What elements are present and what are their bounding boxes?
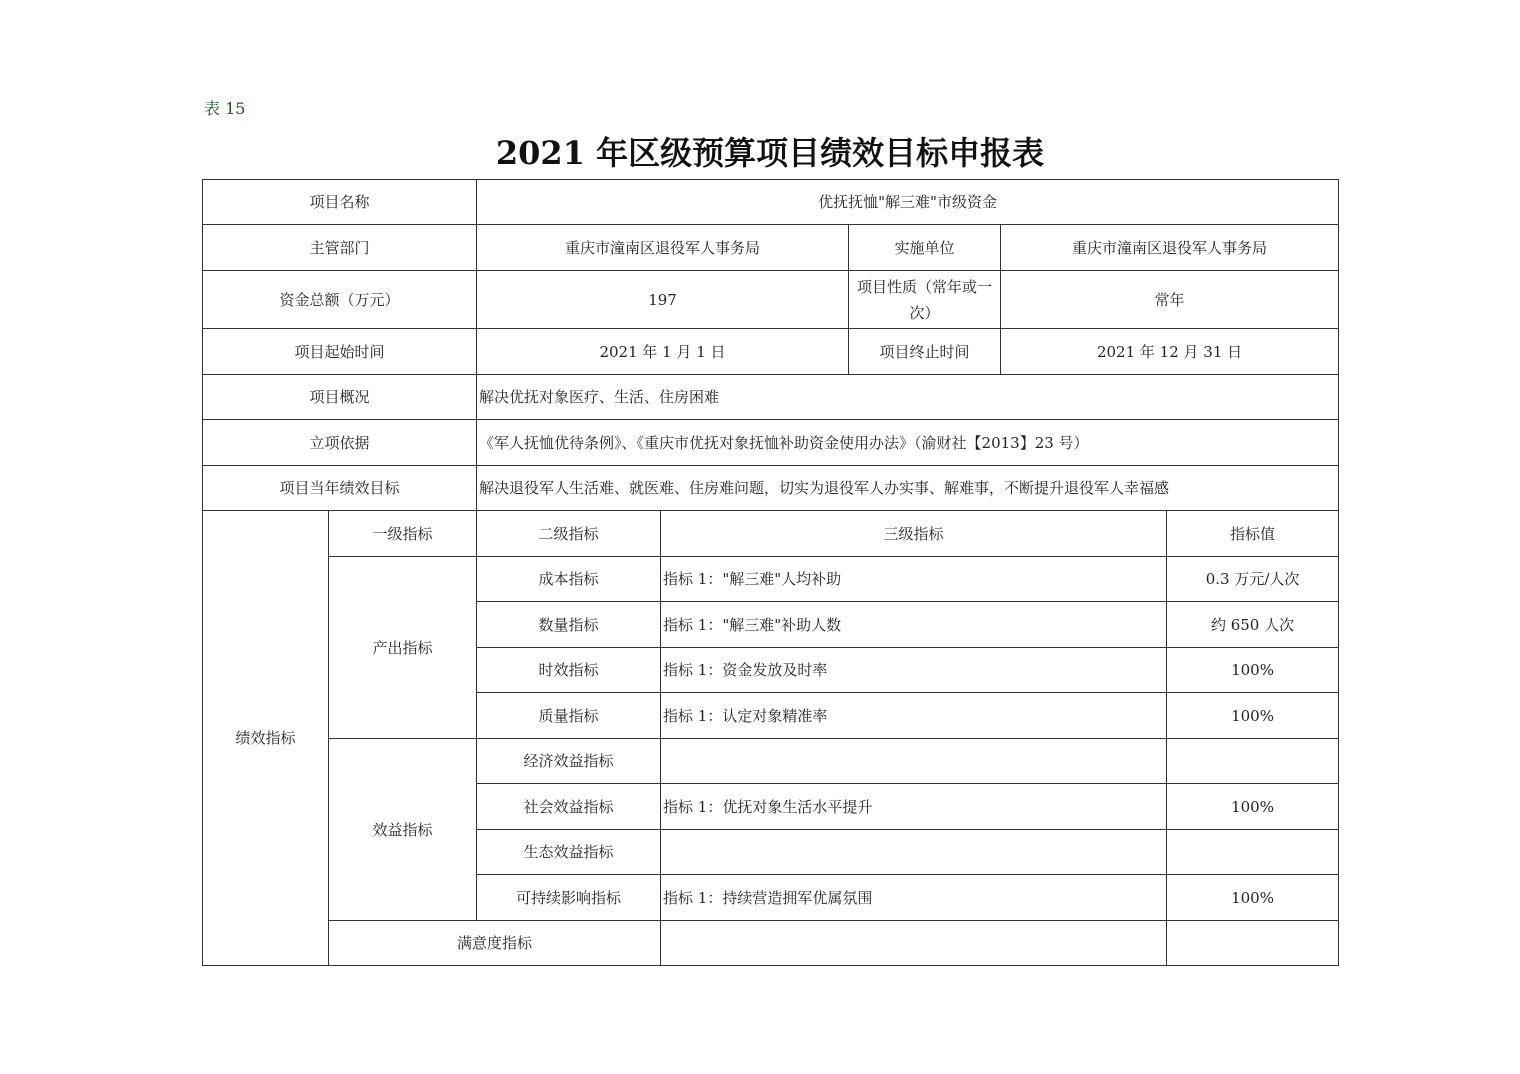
level3-cell: 指标 1：认定对象精准率 (661, 693, 1167, 739)
basis-label: 立项依据 (203, 420, 477, 466)
satisfaction-value (1167, 921, 1339, 966)
output-indicator-label: 产出指标 (329, 557, 477, 739)
start-label: 项目起始时间 (203, 329, 477, 375)
level3-cell (661, 739, 1167, 784)
row-department (203, 225, 1339, 271)
value-cell (1167, 739, 1339, 784)
perf-section-label: 绩效指标 (203, 511, 329, 966)
row-satisfaction (203, 921, 1339, 966)
project-name-value: 优抚抚恤"解三难"市级资金 (477, 180, 1339, 225)
level2-cell: 成本指标 (477, 557, 661, 602)
header-level3: 三级指标 (661, 511, 1167, 557)
goal-value: 解决退役军人生活难、就医难、住房难问题，切实为退役军人办实事、解难事，不断提升退役军人幸福感 (477, 466, 1339, 511)
fund-value: 197 (477, 271, 849, 329)
row-basis (203, 420, 1339, 466)
level2-cell: 可持续影响指标 (477, 875, 661, 921)
value-cell: 约 650 人次 (1167, 602, 1339, 648)
performance-form-table (202, 179, 1339, 966)
level3-cell: 指标 1：持续营造拥军优属氛围 (661, 875, 1167, 921)
level2-cell: 社会效益指标 (477, 784, 661, 830)
basis-value: 《军人抚恤优待条例》、《重庆市优抚对象抚恤补助资金使用办法》（渝财社【2013】23 号） (477, 420, 1339, 466)
start-value: 2021 年 1 月 1 日 (477, 329, 849, 375)
nature-label: 项目性质（常年或一次） (849, 271, 1001, 329)
overview-value: 解决优抚对象医疗、生活、住房困难 (477, 375, 1339, 420)
table-number: 表 15 (204, 99, 246, 118)
nature-value: 常年 (1001, 271, 1339, 329)
level2-cell: 经济效益指标 (477, 739, 661, 784)
satisfaction-level3 (661, 921, 1167, 966)
row-project-name (203, 180, 1339, 225)
value-cell: 100% (1167, 875, 1339, 921)
value-cell: 100% (1167, 693, 1339, 739)
level2-cell: 时效指标 (477, 648, 661, 693)
level3-cell: 指标 1：优抚对象生活水平提升 (661, 784, 1167, 830)
end-value: 2021 年 12 月 31 日 (1001, 329, 1339, 375)
level2-cell: 数量指标 (477, 602, 661, 648)
end-label: 项目终止时间 (849, 329, 1001, 375)
value-cell: 100% (1167, 648, 1339, 693)
level2-cell: 生态效益指标 (477, 830, 661, 875)
overview-label: 项目概况 (203, 375, 477, 420)
row-indicator-header (203, 511, 1339, 557)
benefit-indicator-label: 效益指标 (329, 739, 477, 921)
row-fund (203, 271, 1339, 329)
row-goal (203, 466, 1339, 511)
dept-label: 主管部门 (203, 225, 477, 271)
row-overview (203, 375, 1339, 420)
value-cell (1167, 830, 1339, 875)
level3-cell (661, 830, 1167, 875)
header-value: 指标值 (1167, 511, 1339, 557)
header-level2: 二级指标 (477, 511, 661, 557)
header-level1: 一级指标 (329, 511, 477, 557)
row-dates (203, 329, 1339, 375)
table-row (203, 557, 1339, 602)
table-row (203, 739, 1339, 784)
dept-value: 重庆市潼南区退役军人事务局 (477, 225, 849, 271)
level3-cell: 指标 1："解三难"人均补助 (661, 557, 1167, 602)
goal-label: 项目当年绩效目标 (203, 466, 477, 511)
fund-label: 资金总额（万元） (203, 271, 477, 329)
impl-value: 重庆市潼南区退役军人事务局 (1001, 225, 1339, 271)
project-name-label: 项目名称 (203, 180, 477, 225)
level2-cell: 质量指标 (477, 693, 661, 739)
level3-cell: 指标 1：资金发放及时率 (661, 648, 1167, 693)
page-title: 2021 年区级预算项目绩效目标申报表 (495, 134, 1045, 172)
level3-cell: 指标 1："解三难"补助人数 (661, 602, 1167, 648)
impl-label: 实施单位 (849, 225, 1001, 271)
value-cell: 100% (1167, 784, 1339, 830)
satisfaction-indicator-label: 满意度指标 (329, 921, 661, 966)
value-cell: 0.3 万元/人次 (1167, 557, 1339, 602)
